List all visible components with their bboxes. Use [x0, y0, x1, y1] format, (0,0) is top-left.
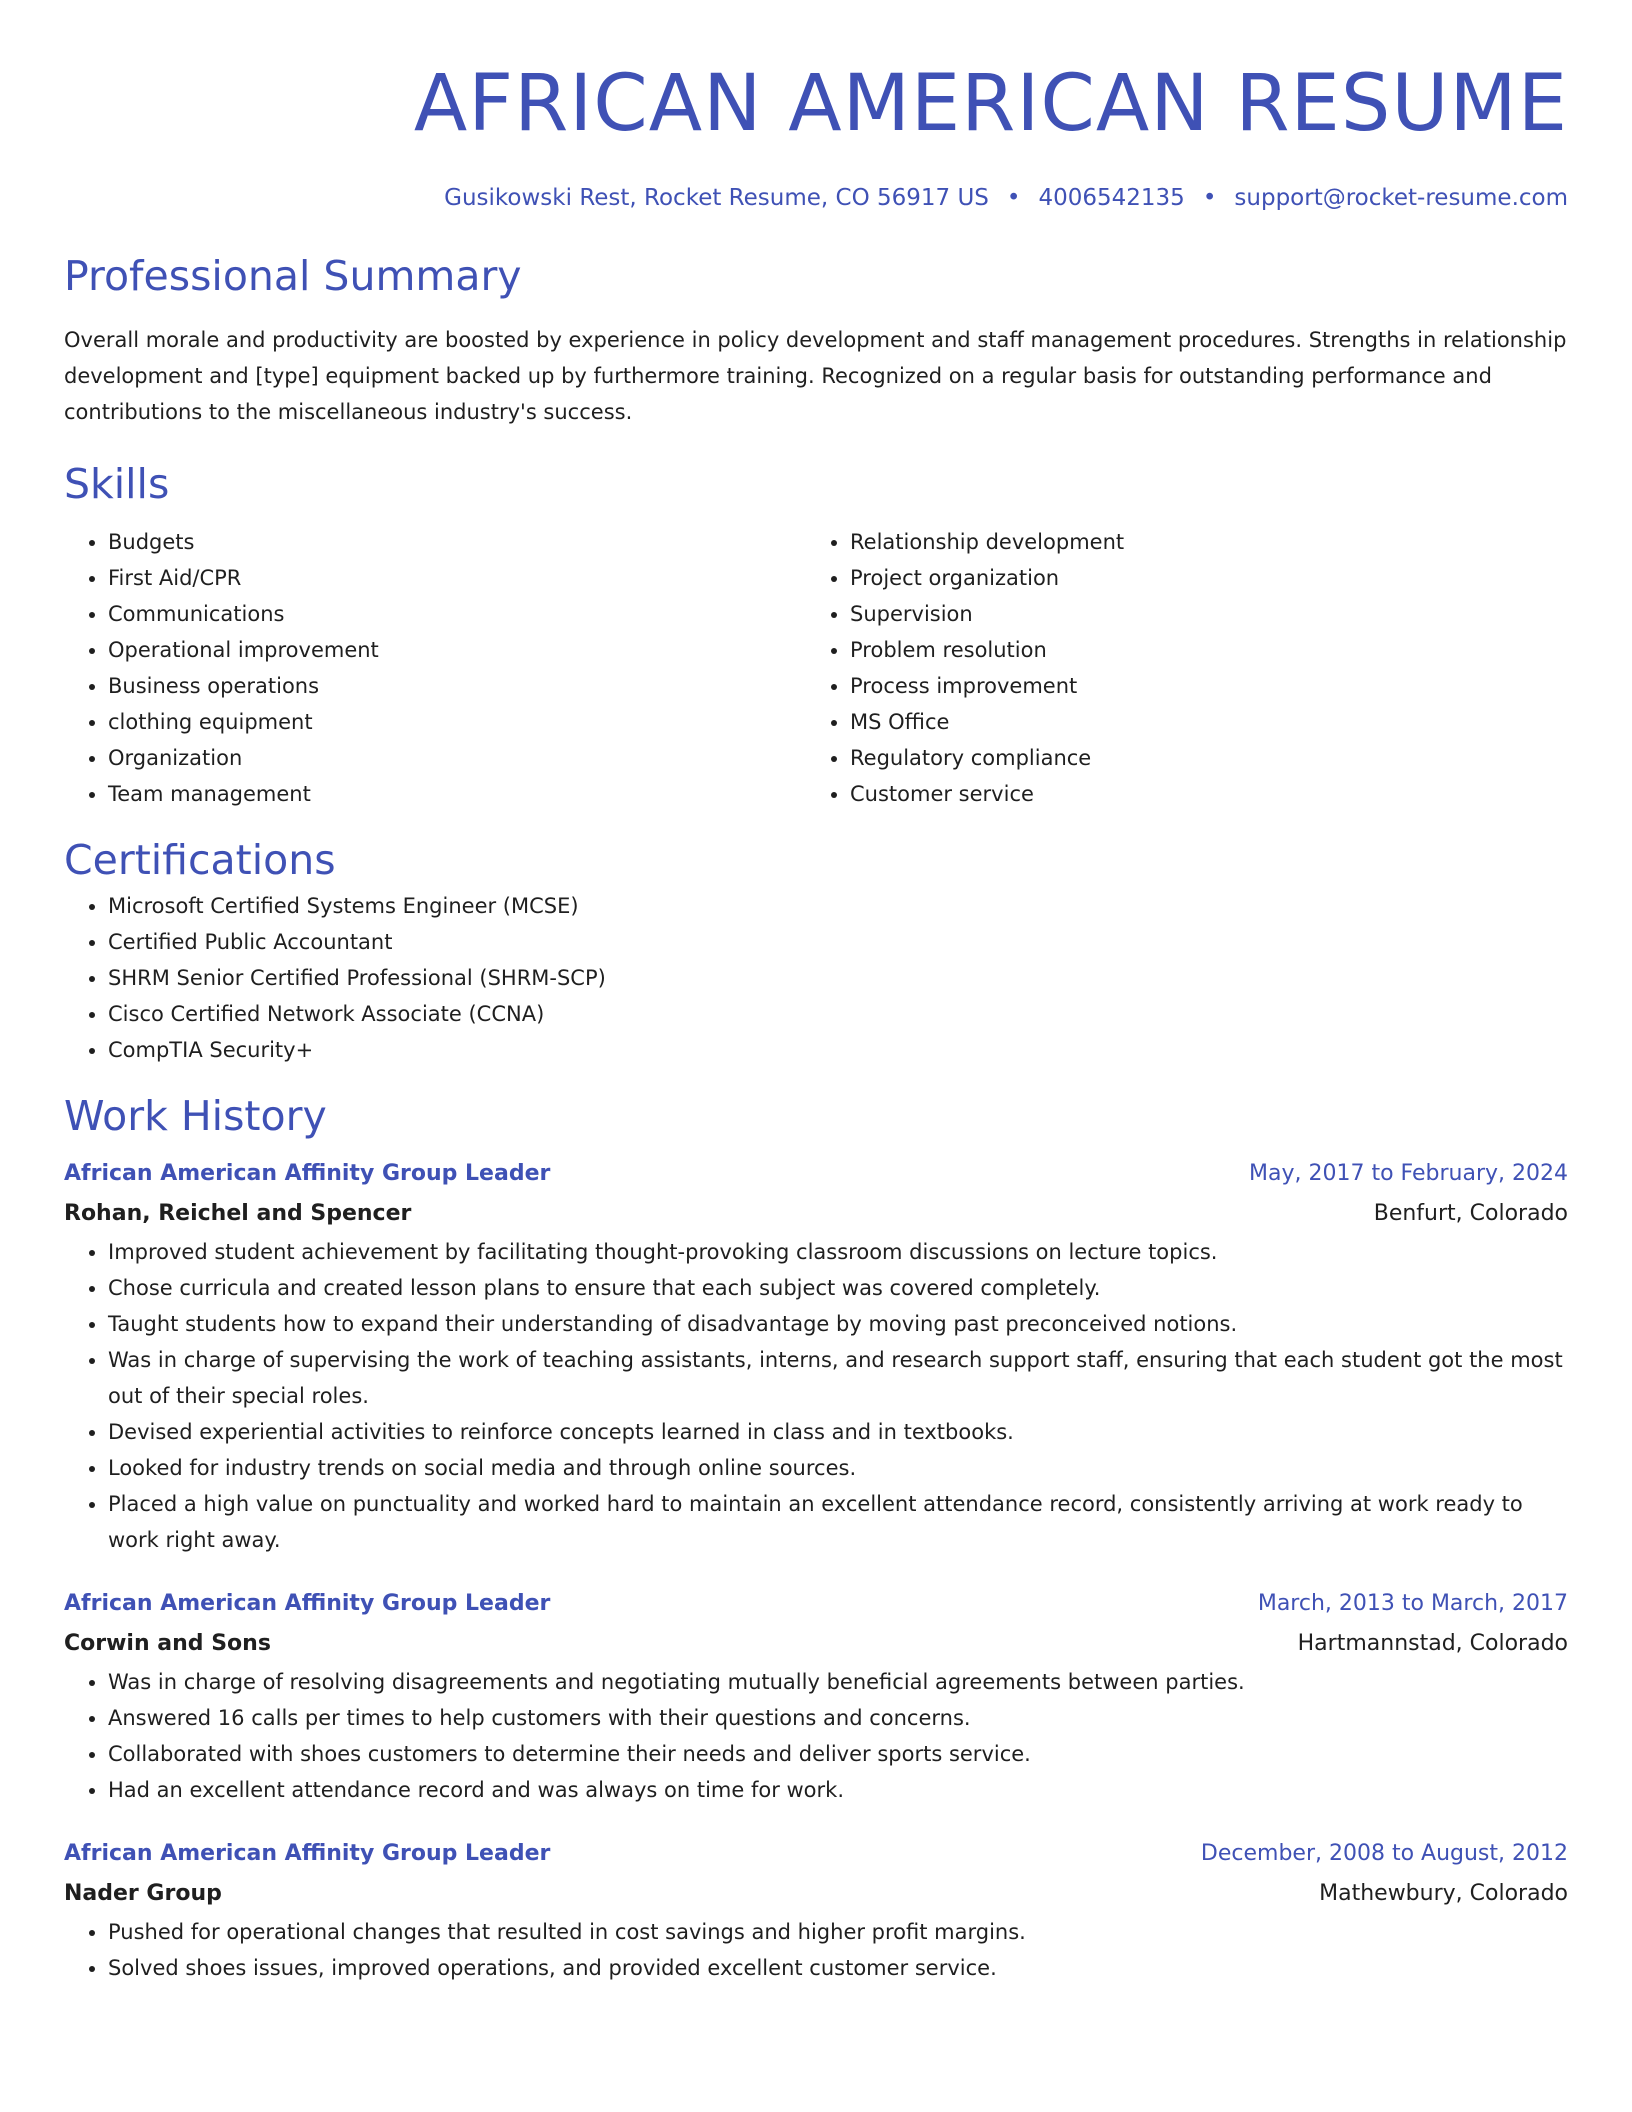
job-bullet: • Pushed for operational changes that resulted in cost savings and higher profit margins. — [108, 1914, 1568, 1950]
job-company-row — [64, 1874, 1568, 1914]
job-bullet: • Placed a high value on punctuality and worked hard to maintain an excellent attendance record, consistently arriving at work ready to work right away. — [108, 1486, 1568, 1558]
job-bullet: • Taught students how to expand their understanding of disadvantage by moving past preconceived notions. — [108, 1306, 1568, 1342]
certifications-list — [64, 888, 1568, 1068]
job-title-row — [64, 1154, 1568, 1194]
job-entry — [64, 1834, 1568, 1986]
skill-item: • Regulatory compliance — [850, 740, 1548, 776]
skill-item: • Budgets — [108, 524, 806, 560]
skill-item: • Team management — [108, 776, 806, 812]
skill-item: • Customer service — [850, 776, 1548, 812]
job-title: African American Affinity Group Leader — [64, 1841, 551, 1866]
skills-columns — [64, 524, 1568, 812]
job-bullet: • Had an excellent attendance record and was always on time for work. — [108, 1772, 1568, 1808]
job-title: African American Affinity Group Leader — [64, 1161, 551, 1186]
skill-item: • Business operations — [108, 668, 806, 704]
certification-item: • Microsoft Certified Systems Engineer (MCSE) — [108, 888, 1568, 924]
job-company-row — [64, 1194, 1568, 1234]
job-bullet: • Collaborated with shoes customers to determine their needs and deliver sports service. — [108, 1736, 1568, 1772]
contact-separator: • — [1006, 185, 1021, 211]
skill-item: • Problem resolution — [850, 632, 1548, 668]
job-entry — [64, 1154, 1568, 1558]
skill-item: • MS Office — [850, 704, 1548, 740]
job-bullets — [64, 1914, 1568, 1986]
summary-text: Overall morale and productivity are boosted by experience in policy development and staff management procedures. Strengths in relationship development and [type] equipment backed up by furthermore training. Recognized on a regular basis for outstanding performance and contributions to the miscellaneous industry's success. — [64, 328, 1567, 424]
job-location: Mathewbury, Colorado — [1319, 1881, 1568, 1906]
job-title-row — [64, 1834, 1568, 1874]
job-bullet: • Chose curricula and created lesson plans to ensure that each subject was covered completely. — [108, 1270, 1568, 1306]
certifications-heading: Certifications — [64, 836, 336, 884]
skills-column-right — [806, 524, 1548, 812]
job-entry — [64, 1584, 1568, 1808]
summary-heading: Professional Summary — [64, 252, 522, 300]
skill-item: • Supervision — [850, 596, 1548, 632]
job-company-row — [64, 1624, 1568, 1664]
certification-item: • Cisco Certified Network Associate (CCNA) — [108, 996, 1568, 1032]
job-bullet: • Solved shoes issues, improved operations, and provided excellent customer service. — [108, 1950, 1568, 1986]
skill-item: • Relationship development — [850, 524, 1548, 560]
job-bullet: • Improved student achievement by facilitating thought-provoking classroom discussions on lecture topics. — [108, 1234, 1568, 1270]
contact-phone: 4006542135 — [1038, 185, 1185, 211]
job-bullets — [64, 1664, 1568, 1808]
work-history-heading: Work History — [64, 1092, 327, 1140]
certification-item: • Certified Public Accountant — [108, 924, 1568, 960]
job-company: Nader Group — [64, 1881, 222, 1906]
resume-header — [64, 52, 1568, 214]
job-title: African American Affinity Group Leader — [64, 1591, 551, 1616]
job-bullet: • Was in charge of supervising the work of teaching assistants, interns, and research support staff, ensuring that each student got the most out of their special roles. — [108, 1342, 1568, 1414]
contact-separator: • — [1202, 185, 1217, 211]
job-title-row — [64, 1584, 1568, 1624]
job-dates: December, 2008 to August, 2012 — [1200, 1841, 1568, 1866]
job-bullet: • Looked for industry trends on social media and through online sources. — [108, 1450, 1568, 1486]
job-bullet: • Devised experiential activities to reinforce concepts learned in class and in textbooks. — [108, 1414, 1568, 1450]
contact-line — [64, 182, 1568, 214]
job-bullets — [64, 1234, 1568, 1558]
certification-item: • SHRM Senior Certified Professional (SHRM-SCP) — [108, 960, 1568, 996]
job-dates: March, 2013 to March, 2017 — [1257, 1591, 1568, 1616]
job-location: Benfurt, Colorado — [1373, 1201, 1568, 1226]
skill-item: • Organization — [108, 740, 806, 776]
job-bullet: • Was in charge of resolving disagreements and negotiating mutually beneficial agreements between parties. — [108, 1664, 1568, 1700]
job-company: Rohan, Reichel and Spencer — [64, 1201, 412, 1226]
skill-item: • Project organization — [850, 560, 1548, 596]
job-dates: May, 2017 to February, 2024 — [1249, 1161, 1568, 1186]
job-bullet: • Answered 16 calls per times to help customers with their questions and concerns. — [108, 1700, 1568, 1736]
contact-email: support@rocket-resume.com — [1234, 185, 1568, 211]
skills-list-left — [64, 524, 806, 812]
certification-item: • CompTIA Security+ — [108, 1032, 1568, 1068]
skill-item: • clothing equipment — [108, 704, 806, 740]
contact-address: Gusikowski Rest, Rocket Resume, CO 56917 US — [444, 185, 989, 211]
skills-list-right — [806, 524, 1548, 812]
job-company: Corwin and Sons — [64, 1631, 271, 1656]
resume-name: AFRICAN AMERICAN RESUME — [413, 59, 1568, 149]
skill-item: • First Aid/CPR — [108, 560, 806, 596]
job-location: Hartmannstad, Colorado — [1297, 1631, 1568, 1656]
skill-item: • Communications — [108, 596, 806, 632]
skills-heading: Skills — [64, 460, 170, 508]
skill-item: • Process improvement — [850, 668, 1548, 704]
skill-item: • Operational improvement — [108, 632, 806, 668]
skills-column-left — [64, 524, 806, 812]
